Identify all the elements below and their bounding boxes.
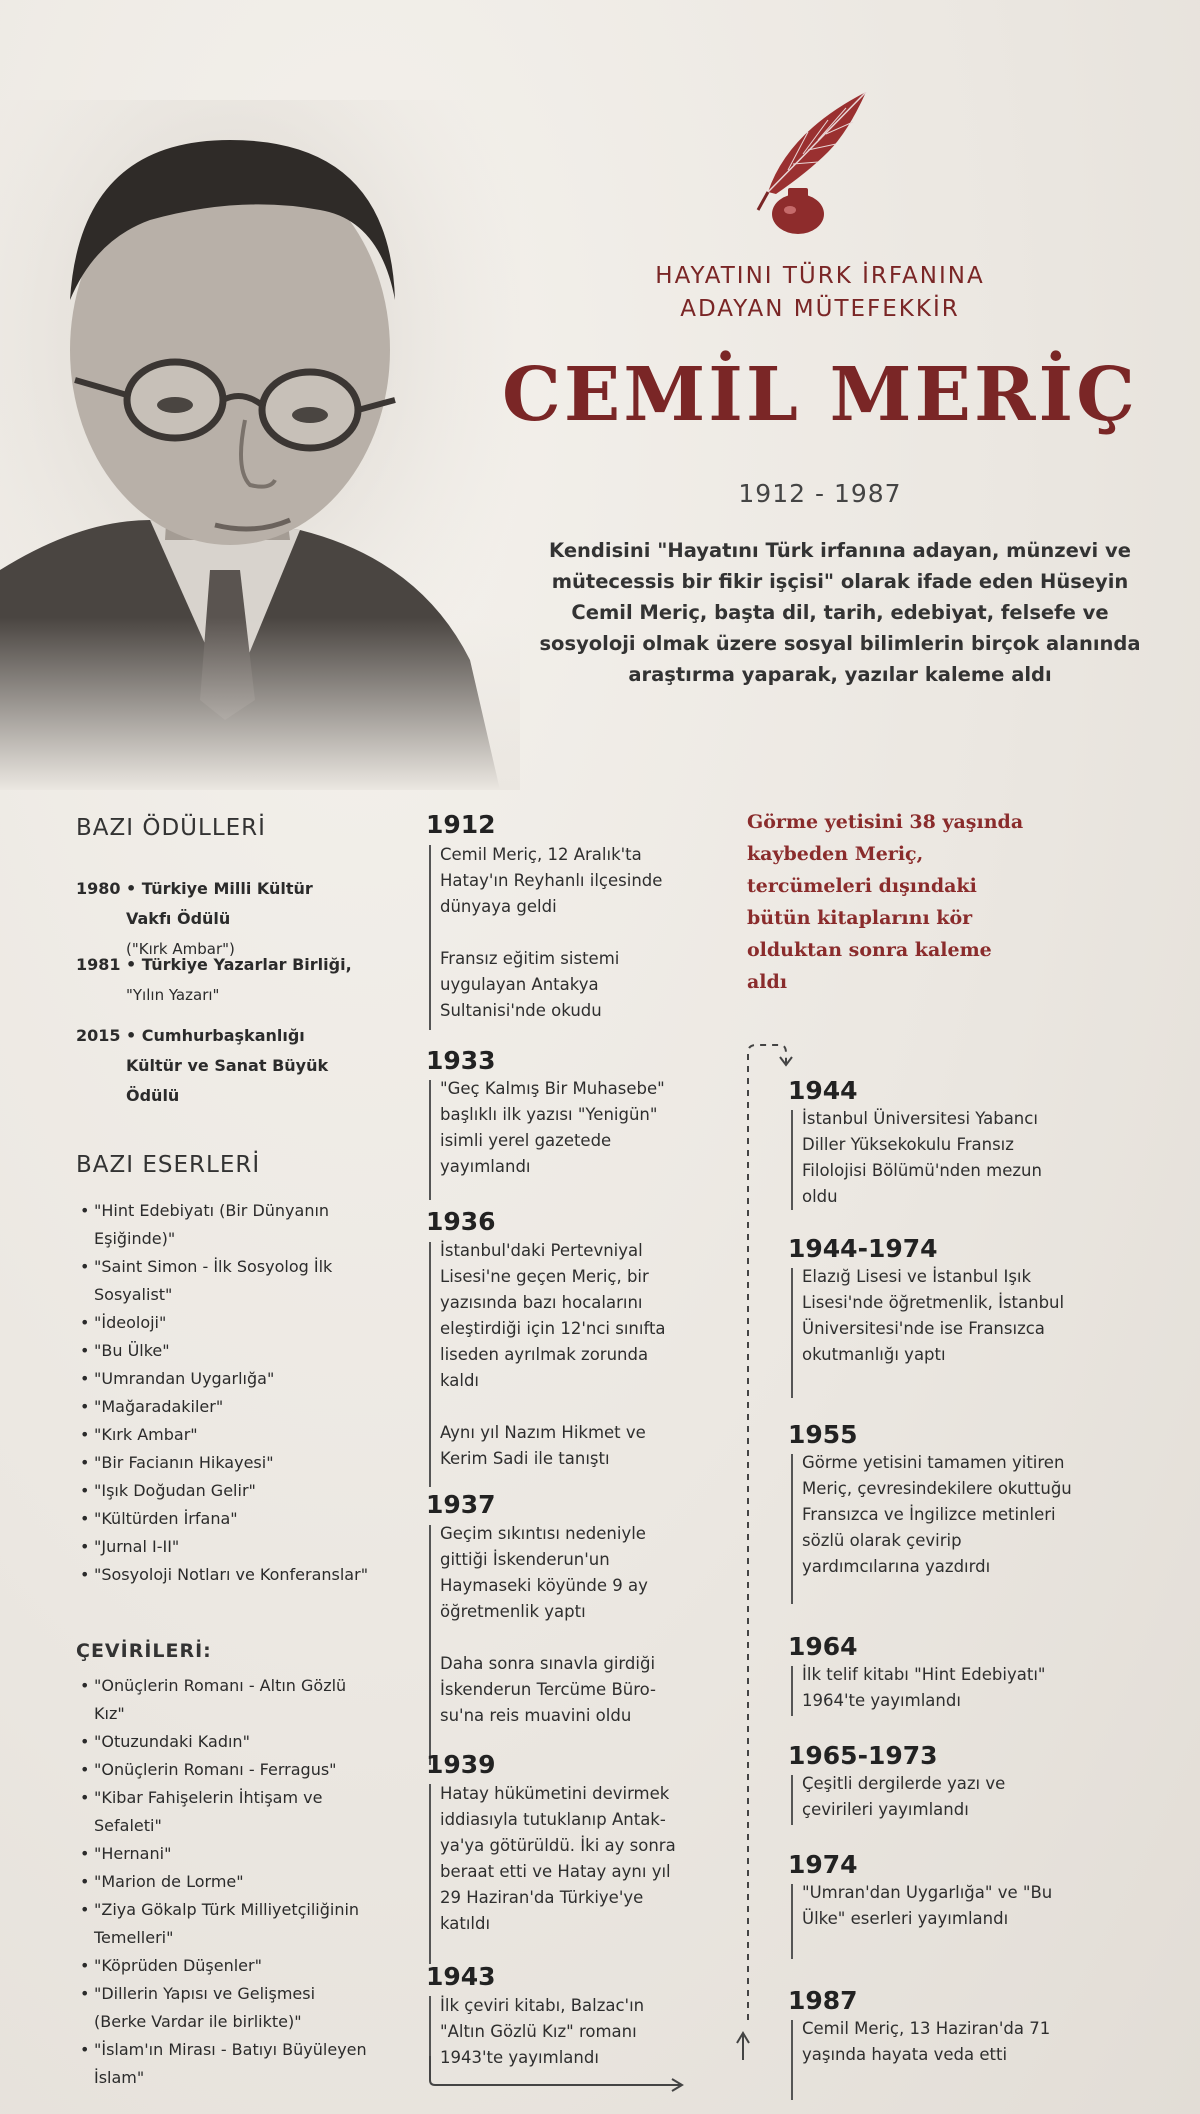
list-item: • "Otuzundaki Kadın" [80, 1728, 370, 1756]
timeline-line [429, 1784, 431, 1964]
awards-title: BAZI ÖDÜLLERİ [76, 815, 266, 841]
timeline-line [791, 1268, 793, 1398]
timeline-year: 1944 [788, 1076, 858, 1105]
timeline-line [429, 1525, 431, 1765]
timeline-line [791, 1110, 793, 1210]
timeline-line [791, 1454, 793, 1604]
list-item: • "Onüçlerin Romanı - Ferragus" [80, 1756, 370, 1784]
list-item: • "Kırk Ambar" [80, 1421, 370, 1449]
timeline-text: Hatay hükümetini devirmek iddiasıyla tutuklanıp Antak-ya'ya götürüldü. İki ay sonra beraat etti ve Hatay aynı yıl 29 Haziran'da Türkiye'ye katıldı [440, 1784, 676, 1933]
timeline-text: Cemil Meriç, 12 Aralık'ta Hatay'ın Reyhanlı ilçesinde dünyaya geldi Fransız eğitim sistemi uygulayan Antakya Sultanisi'nde okudu [440, 845, 663, 1020]
timeline-year: 1955 [788, 1420, 858, 1449]
list-item: • "Jurnal I-II" [80, 1533, 370, 1561]
list-item: • "İdeoloji" [80, 1309, 370, 1337]
timeline-text: Geçim sıkıntısı nedeniyle gittiği İskenderun'un Haymaseki köyünde 9 ay öğretmenlik yaptı Daha sonra sınavla girdiği İskenderun Tercüme Büro-su'na reis muavini oldu [440, 1524, 657, 1725]
timeline-year: 1937 [426, 1490, 496, 1519]
timeline-line [429, 1242, 431, 1487]
award-name: Cumhurbaşkanlığı Kültür ve Sanat Büyük Ödülü [126, 1026, 329, 1105]
list-item: • "Hint Edebiyatı (Bir Dünyanın Eşiğinde)" [80, 1197, 370, 1253]
list-item: • "Işık Doğudan Gelir" [80, 1477, 370, 1505]
list-item: • "Ziya Gökalp Türk Milliyetçiliğinin Temelleri" [80, 1896, 370, 1952]
life-years: 1912 - 1987 [738, 479, 902, 508]
list-item: • "Dillerin Yapısı ve Gelişmesi (Berke Vardar ile birlikte)" [80, 1980, 370, 2036]
timeline-text: İlk çeviri kitabı, Balzac'ın "Altın Gözlü Kız" romanı 1943'te yayımlandı [440, 1996, 645, 2067]
award-year: 1980 [76, 879, 121, 898]
timeline-year: 1933 [426, 1046, 496, 1075]
timeline-line [791, 1884, 793, 1959]
award-name: Türkiye Yazarlar Birliği, [141, 955, 352, 974]
timeline-text: Cemil Meriç, 13 Haziran'da 71 yaşında hayata veda etti [802, 2019, 1051, 2064]
timeline-text: "Geç Kalmış Bir Muhasebe" başlıklı ilk yazısı "Yenigün" isimli yerel gazetede yayımlandı [440, 1079, 665, 1176]
works-title: BAZI ESERLERİ [76, 1152, 261, 1178]
list-item: • "Kibar Fahişelerin İhtişam ve Sefaleti" [80, 1784, 370, 1840]
timeline-year: 1964 [788, 1632, 858, 1661]
quote-text: Görme yetisini 38 yaşında kaybeden Meriç, tercümeleri dışındaki bütün kitaplarını kör olduktan sonra kaleme aldı [747, 811, 1024, 993]
list-item: • "Saint Simon - İlk Sosyolog İlk Sosyalist" [80, 1253, 370, 1309]
list-item: • "İslam'ın Mirası - Batıyı Büyüleyen İslam" [80, 2036, 370, 2092]
list-item: • "Bu Ülke" [80, 1337, 370, 1365]
timeline-year: 1912 [426, 810, 496, 839]
timeline-line [791, 1666, 793, 1716]
timeline-line [791, 2020, 793, 2100]
award-name: Türkiye Milli Kültür Vakfı Ödülü [126, 879, 313, 928]
timeline-line [429, 1080, 431, 1200]
list-item: • "Kültürden İrfana" [80, 1505, 370, 1533]
timeline-year: 1987 [788, 1986, 858, 2015]
portrait-photo [0, 100, 520, 790]
subtitle-line-1: HAYATINI TÜRK İRFANINA [655, 263, 985, 289]
list-item: • "Sosyoloji Notları ve Konferanslar" [80, 1561, 370, 1589]
page-title: CEMİL MERİÇ [502, 352, 1138, 438]
timeline-line [429, 845, 431, 1030]
timeline-year: 1974 [788, 1850, 858, 1879]
subtitle-line-2: ADAYAN MÜTEFEKKİR [680, 296, 960, 322]
timeline-text: İlk telif kitabı "Hint Edebiyatı" 1964'te yayımlandı [802, 1665, 1046, 1710]
list-item: • "Marion de Lorme" [80, 1868, 370, 1896]
translations-list [80, 1672, 370, 2092]
works-list [80, 1197, 370, 1589]
timeline-year: 1936 [426, 1207, 496, 1236]
timeline-year: 1943 [426, 1962, 496, 1991]
timeline-line [429, 1996, 431, 2056]
quill-inkpot-icon [748, 92, 878, 237]
timeline-text: İstanbul Üniversitesi Yabancı Diller Yüksekokulu Fransız Filolojisi Bölümü'nden mezun oldu [802, 1109, 1042, 1206]
timeline-text: Çeşitli dergilerde yazı ve çevirileri yayımlandı [802, 1774, 1006, 1819]
award-year: 2015 [76, 1026, 121, 1045]
list-item: • "Hernani" [80, 1840, 370, 1868]
award-note: "Yılın Yazarı" [126, 986, 220, 1004]
award-year: 1981 [76, 955, 121, 974]
timeline-text: Görme yetisini tamamen yitiren Meriç, çevresindekilere okuttuğu Fransızca ve İngilizce metinleri sözlü olarak çevirip yardımcılarına yazdırdı [802, 1453, 1072, 1576]
list-item: • "Köprüden Düşenler" [80, 1952, 370, 1980]
timeline-text: İstanbul'daki Pertevniyal Lisesi'ne geçen Meriç, bir yazısında bazı hocalarını eleştirdiği için 12'nci sınıfta liseden ayrılmak zorunda kaldı Aynı yıl Nazım Hikmet ve Kerim Sadi ile tanıştı [440, 1241, 666, 1468]
list-item: • "Bir Facianın Hikayesi" [80, 1449, 370, 1477]
timeline-line [791, 1775, 793, 1825]
award-note: ("Kırk Ambar") [126, 940, 235, 958]
timeline-text: "Umran'dan Uygarlığa" ve "Bu Ülke" eserleri yayımlandı [802, 1883, 1053, 1928]
timeline-text: Elazığ Lisesi ve İstanbul Işık Lisesi'nde öğretmenlik, İstanbul Üniversitesi'nde ise Fransızca okutmanlığı yaptı [802, 1267, 1065, 1364]
list-item: • "Onüçlerin Romanı - Altın Gözlü Kız" [80, 1672, 370, 1728]
translations-title: ÇEVİRİLERİ: [76, 1640, 212, 1662]
intro-text: Kendisini "Hayatını Türk irfanına adayan, münzevi ve mütecessis bir fikir işçisi" olarak ifade eden Hüseyin Cemil Meriç, başta dil, tarih, edebiyat, felsefe ve sosyoloji olmak üzere sosyal bilimlerin birçok alanında araştırma yaparak, yazılar kaleme aldı [539, 539, 1141, 686]
list-item: • "Umrandan Uygarlığa" [80, 1365, 370, 1393]
timeline-year: 1965-1973 [788, 1741, 938, 1770]
list-item: • "Mağaradakiler" [80, 1393, 370, 1421]
timeline-year: 1944-1974 [788, 1234, 938, 1263]
timeline-year: 1939 [426, 1750, 496, 1779]
